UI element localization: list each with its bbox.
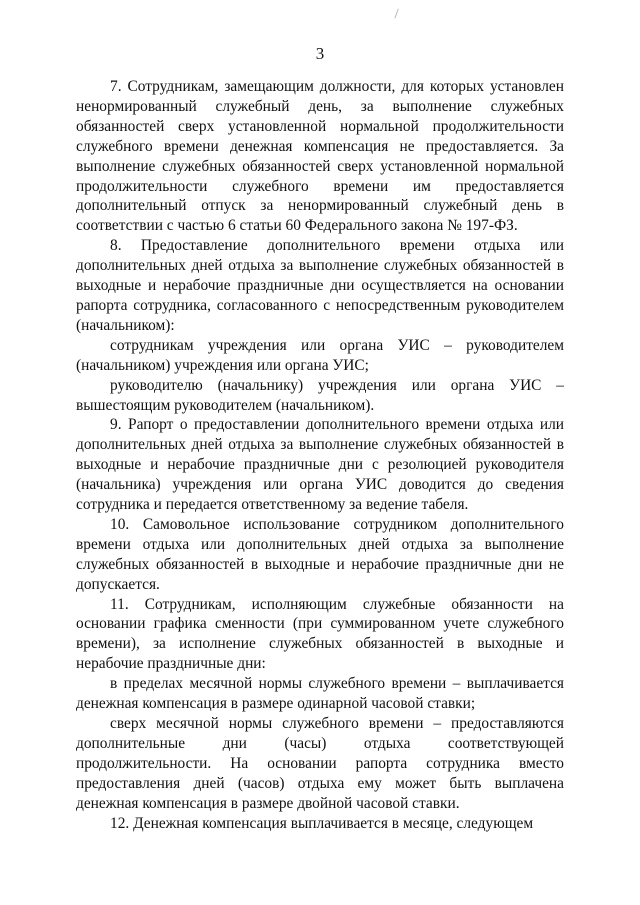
paragraph-8-item-1: сотрудникам учреждения или органа УИС – руководителем (начальником) учреждения или органа УИС; <box>76 336 564 374</box>
document-body <box>76 77 564 833</box>
paragraph-8: 8. Предоставление дополнительного времени отдыха или дополнительных дней отдыха за выполнение служебных обязанностей в выходные и нерабочие праздничные дни осуществляется на основании рапорта сотрудника, согласованного с непосредственным руководителем (начальником): <box>76 237 564 334</box>
paragraph-11: 11. Сотрудникам, исполняющим служебные обязанности на основании графика сменности (при суммированном учете служебного времени), за исполнение служебных обязанностей в выходные и нерабочие праздничные дни: <box>76 595 564 673</box>
scan-mark <box>394 9 401 20</box>
paragraph-11-item-1: в пределах месячной нормы служебного времени – выплачивается денежная компенсация в размере одинарной часовой ставки; <box>76 675 564 713</box>
paragraph-10: 10. Самовольное использование сотрудником дополнительного времени отдыха или дополнительных дней отдыха за выполнение служебных обязанностей в выходные и нерабочие праздничные дни не допускается. <box>76 515 564 593</box>
paragraph-7: 7. Сотрудникам, замещающим должности, для которых установлен ненормированный служебный день, за выполнение служебных обязанностей сверх установленной нормальной продолжительности служебного времени денежная компенсация не предоставляется. За выполнение служебных обязанностей сверх установленной нормальной продолжительности служебного времени им предоставляется дополнительный отпуск за ненормированный служебный день в соответствии с частью 6 статьи 60 Федерального закона № 197-ФЗ. <box>76 78 564 235</box>
paragraph-11-item-2: сверх месячной нормы служебного времени – предоставляются дополнительные дни (часы) отдыха соответствующей продолжительности. На основании рапорта сотрудника вместо предоставления дней (часов) отдыха ему может быть выплачена денежная компенсация в размере двойной часовой ставки. <box>76 715 564 812</box>
paragraph-12: 12. Денежная компенсация выплачивается в месяце, следующем <box>110 814 534 832</box>
paragraph-8-item-2: руководителю (начальнику) учреждения или органа УИС – вышестоящим руководителем (начальником). <box>76 376 564 414</box>
paragraph-9: 9. Рапорт о предоставлении дополнительного времени отдыха или дополнительных дней отдыха за выполнение служебных обязанностей в выходные и нерабочие праздничные дни с резолюцией руководителя (начальника) учреждения или органа УИС доводится до сведения сотрудника и передается ответственному за ведение табеля. <box>76 416 564 514</box>
page-number: 3 <box>315 44 325 63</box>
